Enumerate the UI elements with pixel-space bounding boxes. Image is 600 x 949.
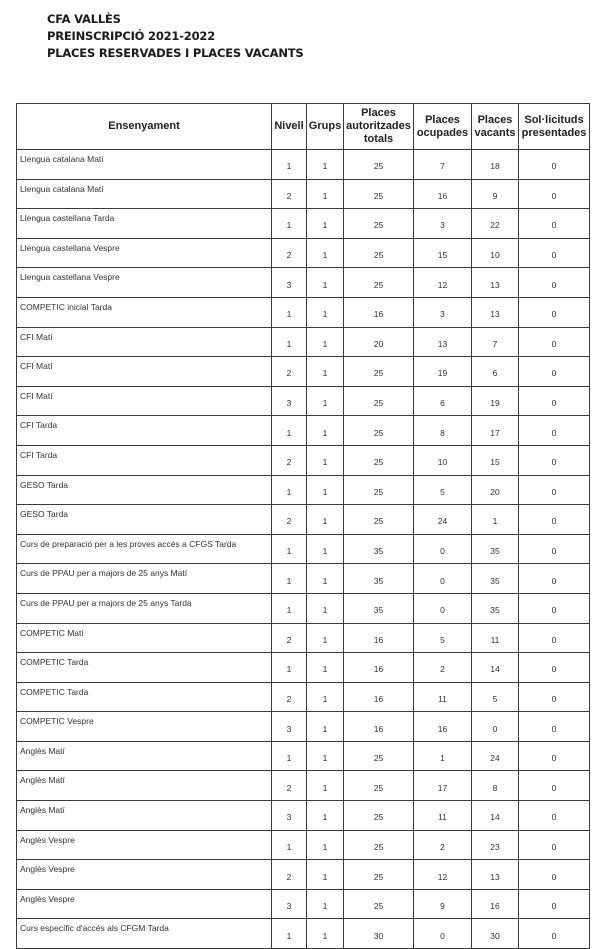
cell-vacants: 13	[472, 860, 519, 890]
cell-vacants: 14	[472, 653, 519, 683]
table-body	[17, 150, 590, 949]
cell-nivell: 2	[272, 623, 307, 653]
cell-grups: 1	[307, 860, 344, 890]
table-row	[17, 268, 590, 298]
cell-ensenyament: CFI Tarda	[17, 445, 272, 475]
cell-grups: 1	[307, 712, 344, 742]
cell-ensenyament: COMPETIC Vespre	[17, 712, 272, 742]
cell-ocupades: 24	[414, 505, 472, 535]
cell-autoritzades: 30	[344, 919, 414, 949]
cell-grups: 1	[307, 593, 344, 623]
table-row	[17, 682, 590, 712]
cell-grups: 1	[307, 268, 344, 298]
cell-sollicituds: 0	[519, 682, 590, 712]
table-row	[17, 712, 590, 742]
cell-nivell: 2	[272, 445, 307, 475]
cell-grups: 1	[307, 564, 344, 594]
cell-grups: 1	[307, 150, 344, 180]
cell-nivell: 2	[272, 505, 307, 535]
cell-ocupades: 16	[414, 179, 472, 209]
cell-grups: 1	[307, 741, 344, 771]
cell-ocupades: 6	[414, 386, 472, 416]
cell-nivell: 2	[272, 771, 307, 801]
cell-nivell: 3	[272, 712, 307, 742]
cell-ensenyament: Anglès Matí	[17, 771, 272, 801]
cell-nivell: 1	[272, 653, 307, 683]
cell-vacants: 24	[472, 741, 519, 771]
col-header-sollicituds: Sol·licituds presentades	[519, 104, 590, 150]
cell-ocupades: 0	[414, 919, 472, 949]
cell-ensenyament: Curs de preparació per a les proves accés a CFGS Tarda	[17, 534, 272, 564]
cell-autoritzades: 25	[344, 475, 414, 505]
cell-vacants: 1	[472, 505, 519, 535]
col-header-places-vacants: Places vacants	[472, 104, 519, 150]
cell-vacants: 14	[472, 801, 519, 831]
cell-grups: 1	[307, 327, 344, 357]
cell-nivell: 1	[272, 919, 307, 949]
cell-sollicituds: 0	[519, 297, 590, 327]
cell-autoritzades: 25	[344, 209, 414, 239]
cell-vacants: 9	[472, 179, 519, 209]
cell-autoritzades: 25	[344, 386, 414, 416]
cell-nivell: 3	[272, 268, 307, 298]
table-row	[17, 150, 590, 180]
cell-sollicituds: 0	[519, 564, 590, 594]
cell-ensenyament: Curs de PPAU per a majors de 25 anys Tarda	[17, 593, 272, 623]
cell-autoritzades: 25	[344, 238, 414, 268]
cell-ocupades: 19	[414, 357, 472, 387]
cell-ensenyament: Anglès Vespre	[17, 860, 272, 890]
cell-nivell: 3	[272, 889, 307, 919]
cell-vacants: 13	[472, 268, 519, 298]
col-header-places-ocupades: Places ocupades	[414, 104, 472, 150]
cell-sollicituds: 0	[519, 327, 590, 357]
cell-grups: 1	[307, 357, 344, 387]
cell-sollicituds: 0	[519, 505, 590, 535]
cell-nivell: 2	[272, 682, 307, 712]
cell-vacants: 23	[472, 830, 519, 860]
cell-ocupades: 12	[414, 860, 472, 890]
cell-grups: 1	[307, 889, 344, 919]
cell-ensenyament: Anglès Vespre	[17, 889, 272, 919]
cell-ocupades: 8	[414, 416, 472, 446]
cell-vacants: 15	[472, 445, 519, 475]
cell-ensenyament: CFI Matí	[17, 386, 272, 416]
cell-grups: 1	[307, 445, 344, 475]
cell-ocupades: 17	[414, 771, 472, 801]
cell-grups: 1	[307, 801, 344, 831]
cell-ocupades: 3	[414, 209, 472, 239]
cell-grups: 1	[307, 297, 344, 327]
col-header-grups: Grups	[307, 104, 344, 150]
cell-grups: 1	[307, 416, 344, 446]
table-row	[17, 357, 590, 387]
cell-nivell: 2	[272, 238, 307, 268]
table-row	[17, 741, 590, 771]
table-row	[17, 386, 590, 416]
cell-vacants: 30	[472, 919, 519, 949]
cell-sollicituds: 0	[519, 801, 590, 831]
cell-vacants: 20	[472, 475, 519, 505]
cell-autoritzades: 16	[344, 297, 414, 327]
cell-sollicituds: 0	[519, 889, 590, 919]
cell-vacants: 0	[472, 712, 519, 742]
cell-sollicituds: 0	[519, 209, 590, 239]
cell-ensenyament: Anglès Matí	[17, 741, 272, 771]
cell-nivell: 1	[272, 416, 307, 446]
cell-ocupades: 12	[414, 268, 472, 298]
cell-ensenyament: COMPETIC Matí	[17, 623, 272, 653]
cell-sollicituds: 0	[519, 386, 590, 416]
cell-nivell: 1	[272, 475, 307, 505]
cell-grups: 1	[307, 209, 344, 239]
table-row	[17, 653, 590, 683]
cell-autoritzades: 25	[344, 860, 414, 890]
cell-autoritzades: 25	[344, 445, 414, 475]
cell-autoritzades: 25	[344, 771, 414, 801]
cell-grups: 1	[307, 653, 344, 683]
cell-vacants: 18	[472, 150, 519, 180]
cell-ensenyament: CFI Matí	[17, 327, 272, 357]
cell-vacants: 13	[472, 297, 519, 327]
table-row	[17, 623, 590, 653]
table-header-row	[17, 104, 590, 150]
table-row	[17, 238, 590, 268]
cell-vacants: 8	[472, 771, 519, 801]
cell-nivell: 1	[272, 209, 307, 239]
cell-vacants: 10	[472, 238, 519, 268]
cell-grups: 1	[307, 623, 344, 653]
cell-sollicituds: 0	[519, 830, 590, 860]
table-row	[17, 860, 590, 890]
cell-sollicituds: 0	[519, 593, 590, 623]
cell-sollicituds: 0	[519, 919, 590, 949]
cell-ocupades: 16	[414, 712, 472, 742]
cell-sollicituds: 0	[519, 623, 590, 653]
school-name: CFA VALLÈS	[47, 12, 121, 26]
table-row	[17, 505, 590, 535]
cell-vacants: 19	[472, 386, 519, 416]
cell-sollicituds: 0	[519, 268, 590, 298]
cell-grups: 1	[307, 505, 344, 535]
cell-grups: 1	[307, 682, 344, 712]
cell-ocupades: 0	[414, 593, 472, 623]
cell-grups: 1	[307, 475, 344, 505]
cell-autoritzades: 25	[344, 889, 414, 919]
table-row	[17, 327, 590, 357]
table-row	[17, 564, 590, 594]
cell-grups: 1	[307, 238, 344, 268]
cell-sollicituds: 0	[519, 475, 590, 505]
cell-vacants: 7	[472, 327, 519, 357]
cell-ocupades: 15	[414, 238, 472, 268]
cell-ensenyament: Llengua castellana Vespre	[17, 238, 272, 268]
cell-autoritzades: 25	[344, 505, 414, 535]
cell-ensenyament: Curs de PPAU per a majors de 25 anys Matí	[17, 564, 272, 594]
cell-grups: 1	[307, 386, 344, 416]
cell-sollicituds: 0	[519, 238, 590, 268]
cell-sollicituds: 0	[519, 357, 590, 387]
cell-ensenyament: CFI Tarda	[17, 416, 272, 446]
cell-ocupades: 2	[414, 830, 472, 860]
table-row	[17, 889, 590, 919]
document-title: PLACES RESERVADES I PLACES VACANTS	[47, 46, 304, 60]
cell-sollicituds: 0	[519, 534, 590, 564]
cell-vacants: 35	[472, 534, 519, 564]
cell-sollicituds: 0	[519, 445, 590, 475]
cell-sollicituds: 0	[519, 771, 590, 801]
cell-vacants: 22	[472, 209, 519, 239]
cell-ocupades: 7	[414, 150, 472, 180]
col-header-ensenyament: Ensenyament	[17, 104, 272, 150]
table-row	[17, 771, 590, 801]
table-row	[17, 593, 590, 623]
cell-vacants: 11	[472, 623, 519, 653]
cell-vacants: 35	[472, 564, 519, 594]
places-table	[16, 103, 590, 949]
cell-sollicituds: 0	[519, 741, 590, 771]
cell-ensenyament: Anglès Vespre	[17, 830, 272, 860]
cell-autoritzades: 20	[344, 327, 414, 357]
cell-vacants: 5	[472, 682, 519, 712]
cell-grups: 1	[307, 534, 344, 564]
document-period: PREINSCRIPCIÓ 2021-2022	[47, 29, 216, 43]
cell-ocupades: 9	[414, 889, 472, 919]
col-header-places-autoritzades: Places autoritzades totals	[344, 104, 414, 150]
cell-autoritzades: 25	[344, 357, 414, 387]
cell-nivell: 1	[272, 297, 307, 327]
cell-ensenyament: CFI Matí	[17, 357, 272, 387]
cell-vacants: 17	[472, 416, 519, 446]
cell-ocupades: 0	[414, 564, 472, 594]
cell-vacants: 16	[472, 889, 519, 919]
cell-autoritzades: 16	[344, 623, 414, 653]
cell-autoritzades: 25	[344, 150, 414, 180]
cell-ocupades: 3	[414, 297, 472, 327]
document-header	[47, 11, 303, 62]
cell-ocupades: 5	[414, 623, 472, 653]
cell-nivell: 2	[272, 860, 307, 890]
cell-nivell: 1	[272, 150, 307, 180]
cell-nivell: 1	[272, 534, 307, 564]
cell-nivell: 3	[272, 801, 307, 831]
cell-ocupades: 5	[414, 475, 472, 505]
cell-autoritzades: 16	[344, 653, 414, 683]
cell-nivell: 1	[272, 830, 307, 860]
cell-grups: 1	[307, 830, 344, 860]
cell-ocupades: 11	[414, 801, 472, 831]
cell-sollicituds: 0	[519, 712, 590, 742]
cell-nivell: 1	[272, 564, 307, 594]
cell-autoritzades: 16	[344, 712, 414, 742]
cell-nivell: 2	[272, 357, 307, 387]
cell-autoritzades: 35	[344, 593, 414, 623]
cell-ocupades: 13	[414, 327, 472, 357]
table-row	[17, 801, 590, 831]
cell-autoritzades: 25	[344, 268, 414, 298]
cell-ensenyament: COMPETIC inicial Tarda	[17, 297, 272, 327]
col-header-nivell: Nivell	[272, 104, 307, 150]
cell-ocupades: 0	[414, 534, 472, 564]
cell-ensenyament: Llengua catalana Matí	[17, 179, 272, 209]
cell-vacants: 6	[472, 357, 519, 387]
cell-autoritzades: 35	[344, 534, 414, 564]
cell-sollicituds: 0	[519, 179, 590, 209]
cell-ocupades: 11	[414, 682, 472, 712]
cell-ensenyament: COMPETIC Tarda	[17, 682, 272, 712]
cell-sollicituds: 0	[519, 150, 590, 180]
cell-ensenyament: Curs específic d'accés als CFGM Tarda	[17, 919, 272, 949]
cell-vacants: 35	[472, 593, 519, 623]
cell-autoritzades: 25	[344, 801, 414, 831]
cell-autoritzades: 25	[344, 830, 414, 860]
table-row	[17, 919, 590, 949]
cell-autoritzades: 25	[344, 179, 414, 209]
table-row	[17, 297, 590, 327]
cell-ensenyament: Llengua castellana Vespre	[17, 268, 272, 298]
cell-ensenyament: Llengua castellana Tarda	[17, 209, 272, 239]
cell-autoritzades: 16	[344, 682, 414, 712]
cell-ensenyament: Anglès Matí	[17, 801, 272, 831]
cell-sollicituds: 0	[519, 416, 590, 446]
table-row	[17, 416, 590, 446]
table-row	[17, 830, 590, 860]
table-row	[17, 209, 590, 239]
cell-ocupades: 10	[414, 445, 472, 475]
cell-sollicituds: 0	[519, 653, 590, 683]
cell-autoritzades: 25	[344, 416, 414, 446]
cell-autoritzades: 35	[344, 564, 414, 594]
cell-nivell: 1	[272, 593, 307, 623]
cell-ensenyament: GESO Tarda	[17, 505, 272, 535]
cell-ocupades: 1	[414, 741, 472, 771]
cell-ocupades: 2	[414, 653, 472, 683]
cell-grups: 1	[307, 771, 344, 801]
cell-ensenyament: Llengua catalana Matí	[17, 150, 272, 180]
table-row	[17, 475, 590, 505]
cell-grups: 1	[307, 919, 344, 949]
cell-ensenyament: COMPETIC Tarda	[17, 653, 272, 683]
cell-ensenyament: GESO Tarda	[17, 475, 272, 505]
table-row	[17, 179, 590, 209]
cell-nivell: 1	[272, 741, 307, 771]
cell-grups: 1	[307, 179, 344, 209]
cell-nivell: 3	[272, 386, 307, 416]
cell-nivell: 2	[272, 179, 307, 209]
cell-nivell: 1	[272, 327, 307, 357]
cell-autoritzades: 25	[344, 741, 414, 771]
table-row	[17, 534, 590, 564]
table-row	[17, 445, 590, 475]
cell-sollicituds: 0	[519, 860, 590, 890]
